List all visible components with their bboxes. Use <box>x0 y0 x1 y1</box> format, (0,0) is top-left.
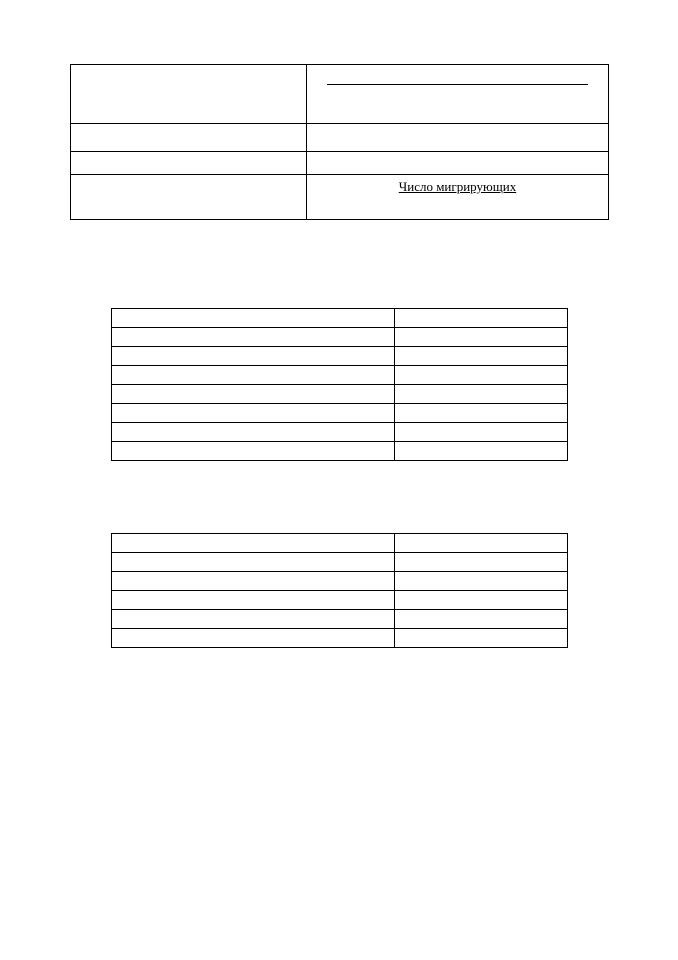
table-row <box>71 175 609 220</box>
table-row <box>112 423 568 442</box>
table-row <box>112 610 568 629</box>
table-cell <box>112 591 395 610</box>
table-cell <box>112 366 395 385</box>
table-row <box>112 629 568 648</box>
table-cell <box>71 65 307 124</box>
table-cell <box>395 347 568 366</box>
table-cell <box>395 366 568 385</box>
table-cell <box>112 442 395 461</box>
table-cell <box>112 423 395 442</box>
table-cell <box>307 124 609 152</box>
table-cell <box>112 404 395 423</box>
table-cell <box>112 347 395 366</box>
table-cell <box>395 534 568 553</box>
table-cell <box>71 175 307 220</box>
table-cell <box>71 124 307 152</box>
bottom-table-body <box>112 534 568 648</box>
table-cell <box>112 309 395 328</box>
divider <box>327 84 588 85</box>
top-table <box>70 64 609 220</box>
table-row <box>112 553 568 572</box>
table-cell <box>395 591 568 610</box>
table-row <box>112 328 568 347</box>
table-row <box>112 385 568 404</box>
table-cell <box>307 175 609 220</box>
table-row <box>112 309 568 328</box>
table-cell <box>395 572 568 591</box>
table-cell <box>112 385 395 404</box>
fill-in-line <box>307 65 608 123</box>
table-cell <box>395 423 568 442</box>
middle-table <box>111 308 568 461</box>
table-cell <box>307 152 609 175</box>
table-cell <box>112 553 395 572</box>
column-heading: Число мигрирующих <box>398 179 517 194</box>
table-row <box>112 366 568 385</box>
table-cell <box>112 610 395 629</box>
table-cell <box>112 572 395 591</box>
table-row <box>112 404 568 423</box>
table-cell <box>395 610 568 629</box>
table-cell <box>395 385 568 404</box>
table-cell <box>112 534 395 553</box>
table-cell <box>395 328 568 347</box>
table-row <box>112 347 568 366</box>
table-row <box>71 152 609 175</box>
table-row <box>112 572 568 591</box>
table-cell <box>112 629 395 648</box>
table-cell <box>395 309 568 328</box>
bottom-table <box>111 533 568 648</box>
table-cell <box>395 442 568 461</box>
table-cell <box>395 404 568 423</box>
table-cell <box>112 328 395 347</box>
table-cell <box>395 553 568 572</box>
table-cell <box>307 65 609 124</box>
table-row <box>71 65 609 124</box>
table-cell <box>71 152 307 175</box>
table-row <box>112 534 568 553</box>
table-row <box>112 591 568 610</box>
table-row <box>112 442 568 461</box>
middle-table-body <box>112 309 568 461</box>
table-cell <box>395 629 568 648</box>
table-row <box>71 124 609 152</box>
